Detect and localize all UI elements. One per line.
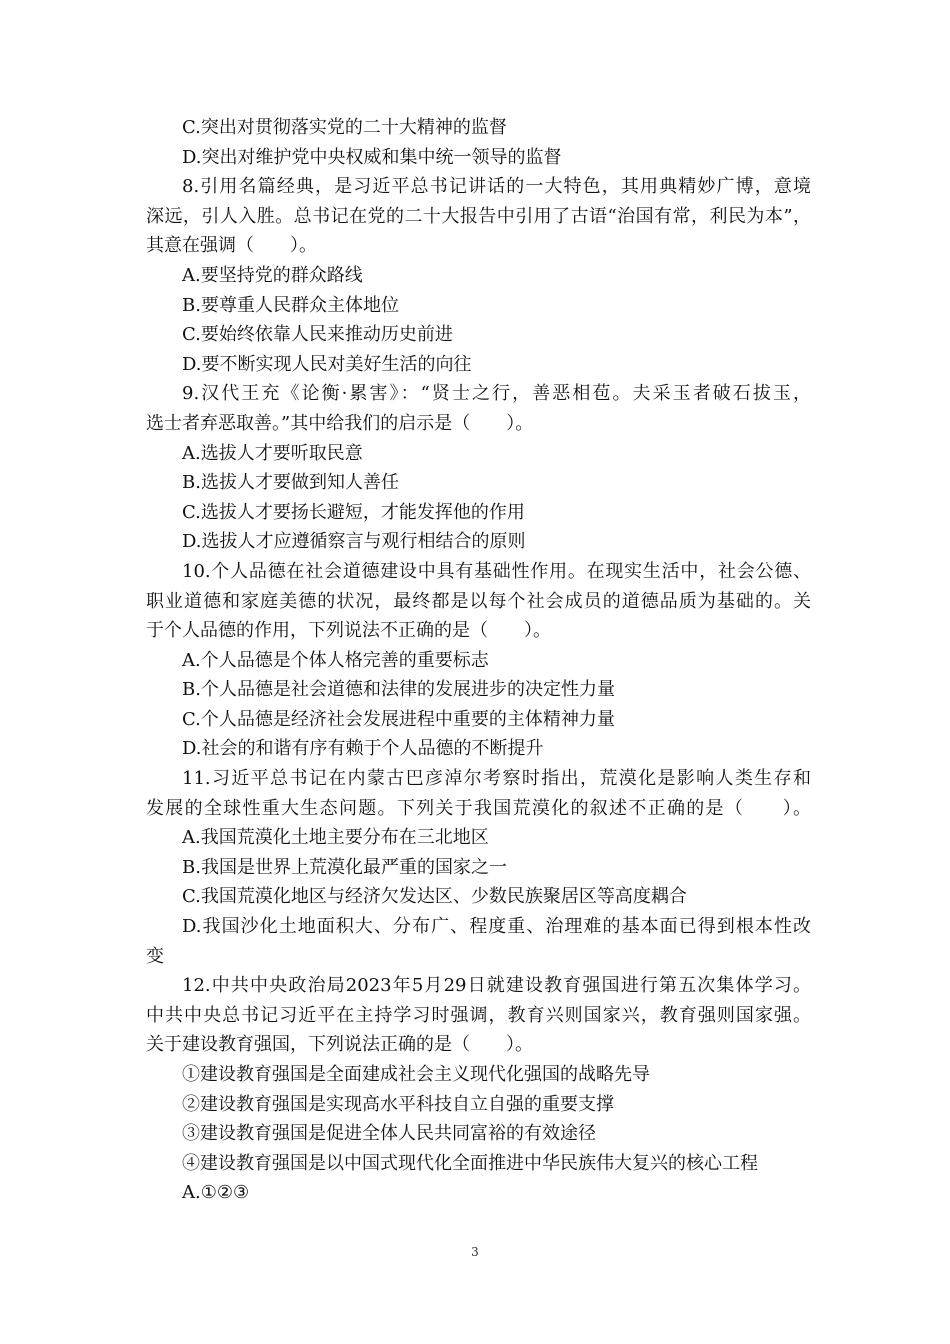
q12-stem-line-1: 12.中共中央政治局2023年5月29日就建设教育强国进行第五次集体学习。 (182, 975, 811, 997)
q12-option-a: A.①②③ (182, 1182, 250, 1204)
q10-option-c: C.个人品德是经济社会发展进程中重要的主体精神力量 (182, 708, 615, 730)
q8-stem-line-1: 8.引用名篇经典，是习近平总书记讲话的一大特色，其用典精妙广博，意境 (182, 176, 811, 198)
q8-option-c: C.要始终依靠人民来推动历史前进 (182, 324, 453, 346)
page-number: 3 (471, 1245, 479, 1259)
q12-stem-line-3: 关于建设教育强国，下列说法正确的是（ ）。 (146, 1034, 533, 1056)
q11-option-d-line-2: 变 (146, 945, 164, 967)
q11-option-d-line-1: D.我国沙化土地面积大、分布广、程度重、治理难的基本面已得到根本性改 (182, 916, 811, 938)
q8-option-a: A.要坚持党的群众路线 (182, 264, 363, 286)
q11-stem-line-2: 发展的全球性重大生态问题。下列关于我国荒漠化的叙述不正确的是（ ）。 (146, 797, 811, 819)
q8-stem-line-3: 其意在强调（ ）。 (146, 235, 317, 257)
document-body (146, 113, 811, 1208)
q11-option-b: B.我国是世界上荒漠化最严重的国家之一 (182, 856, 507, 878)
q9-stem-line-2: 选士者弃恶取善。”其中给我们的启示是（ ）。 (146, 412, 534, 434)
q10-option-a: A.个人品德是个体人格完善的重要标志 (182, 649, 489, 671)
q12-statement-3: ③建设教育强国是促进全体人民共同富裕的有效途径 (182, 1123, 596, 1145)
q10-option-d: D.社会的和谐有序有赖于个人品德的不断提升 (182, 738, 544, 760)
q7-option-d: D.突出对维护党中央权威和集中统一领导的监督 (182, 146, 562, 168)
q12-statement-4: ④建设教育强国是以中国式现代化全面推进中华民族伟大复兴的核心工程 (182, 1152, 758, 1174)
q11-stem-line-1: 11.习近平总书记在内蒙古巴彦淖尔考察时指出，荒漠化是影响人类生存和 (182, 768, 811, 790)
q12-statement-2: ②建设教育强国是实现高水平科技自立自强的重要支撑 (182, 1093, 614, 1115)
q11-option-c: C.我国荒漠化地区与经济欠发达区、少数民族聚居区等高度耦合 (182, 886, 687, 908)
q10-stem-line-3: 于个人品德的作用，下列说法不正确的是（ ）。 (146, 620, 551, 642)
q9-option-b: B.选拔人才要做到知人善任 (182, 472, 399, 494)
q12-stem-line-2: 中共中央总书记习近平在主持学习时强调，教育兴则国家兴，教育强则国家强。 (146, 1004, 811, 1026)
q10-stem-line-1: 10.个人品德在社会道德建设中具有基础性作用。在现实生活中，社会公德、 (182, 560, 811, 582)
q9-stem-line-1: 9.汉代王充《论衡·累害》：“贤士之行，善恶相苞。夫采玉者破石拔玉， (182, 383, 811, 405)
q9-option-d: D.选拔人才应遵循察言与观行相结合的原则 (182, 531, 526, 553)
q9-option-c: C.选拔人才要扬长避短，才能发挥他的作用 (182, 501, 525, 523)
q10-stem-line-2: 职业道德和家庭美德的状况，最终都是以每个社会成员的道德品质为基础的。关 (146, 590, 811, 612)
q8-option-b: B.要尊重人民群众主体地位 (182, 294, 399, 316)
q8-stem-line-2: 深远，引人入胜。总书记在党的二十大报告中引用了古语“治国有常，利民为本”， (146, 205, 811, 227)
q12-statement-1: ①建设教育强国是全面建成社会主义现代化强国的战略先导 (182, 1064, 650, 1085)
q7-option-c: C.突出对贯彻落实党的二十大精神的监督 (182, 117, 507, 138)
q8-option-d: D.要不断实现人民对美好生活的向往 (182, 353, 472, 375)
q10-option-b: B.个人品德是社会道德和法律的发展进步的决定性力量 (182, 679, 615, 701)
q11-option-a: A.我国荒漠化土地主要分布在三北地区 (182, 827, 489, 849)
q9-option-a: A.选拔人才要听取民意 (182, 442, 363, 464)
